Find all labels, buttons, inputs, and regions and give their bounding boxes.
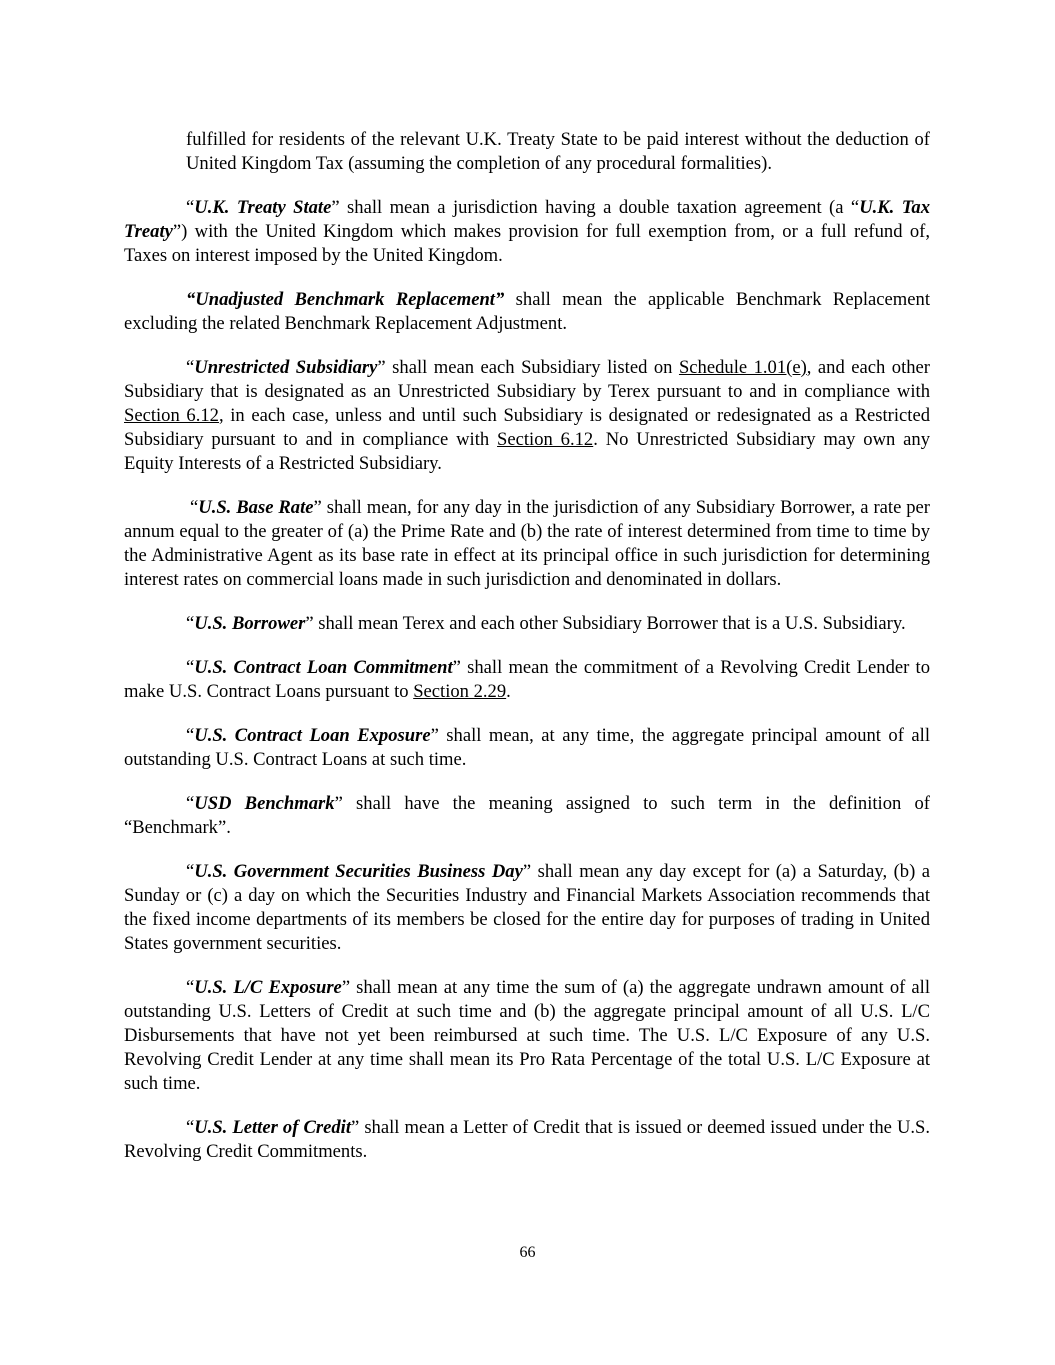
quote-mark: “ [186, 357, 195, 378]
definition-text: . [506, 681, 511, 702]
quote-mark: “ [186, 657, 195, 678]
cross-reference-link[interactable]: Section 2.29 [413, 681, 507, 702]
definition-us-contract-loan-exposure [124, 724, 930, 772]
quote-mark: “ [190, 497, 199, 518]
defined-term: U.S. Contract Loan Exposure [194, 725, 431, 746]
definition-text: ” shall mean the commitment of a Revolving Credit Lender to make U.S. Contract Loans pursuant to [124, 657, 931, 702]
definition-us-lc-exposure [124, 976, 930, 1096]
defined-term: USD Benchmark [194, 793, 335, 814]
definition-text: ” shall mean at any time the sum of (a) the aggregate undrawn amount of all outstanding U.S. Letters of Credit at such time and (b) the aggregate principal amount of all U.S. L/C Disbursements that have not yet been reimbursed at such time. The U.S. L/C Exposure of any U.S. Revolving Credit Lender at any time shall mean its Pro Rata Percentage of the total U.S. L/C Exposure at such time. [124, 977, 930, 1094]
definition-us-letter-of-credit [124, 1116, 930, 1164]
definition-us-borrower [124, 612, 930, 636]
quote-mark: “ [186, 861, 195, 882]
definition-usd-benchmark [124, 792, 930, 840]
document-page [124, 128, 930, 1184]
quote-mark: “ [186, 977, 195, 998]
defined-term: “Unadjusted Benchmark Replacement” [186, 289, 505, 310]
definition-text: . No Unrestricted Subsidiary may own any Equity Interests of a Restricted Subsidiary. [124, 429, 931, 474]
definition-text: shall mean the applicable Benchmark Replacement excluding the related Benchmark Replacement Adjustment. [124, 289, 930, 334]
definition-unadjusted-benchmark-replacement [124, 288, 930, 336]
definition-us-government-securities-business-day [124, 860, 930, 956]
definition-us-contract-loan-commitment [124, 656, 930, 704]
definition-text: ” shall mean each Subsidiary listed on [377, 357, 679, 378]
defined-term: U.K. Treaty State [194, 197, 332, 218]
definition-text: , in each case, unless and until such Subsidiary is designated or redesignated as a Restricted Subsidiary pursuant to and in compliance with [124, 405, 930, 450]
definition-text: ” shall mean, for any day in the jurisdiction of any Subsidiary Borrower, a rate per annum equal to the greater of (a) the Prime Rate and (b) the rate of interest determined from time to time by the Administrative Agent as its base rate in effect at its principal office in such jurisdiction for determining interest rates on commercial loans made in such jurisdiction and denominated in dollars. [124, 497, 930, 590]
quote-mark: “ [186, 725, 195, 746]
definition-text: ” shall mean Terex and each other Subsidiary Borrower that is a U.S. Subsidiary. [305, 613, 906, 634]
cross-reference-link[interactable]: Schedule 1.01(e) [678, 357, 807, 378]
definition-text: ” shall mean any day except for (a) a Saturday, (b) a Sunday or (c) a day on which the Securities Industry and Financial Markets Association recommends that the fixed income departments of its members be closed for the entire day for purposes of trading in United States government securities. [124, 861, 930, 954]
cross-reference-link[interactable]: Section 6.12 [497, 429, 594, 450]
definition-text: ” shall mean a jurisdiction having a double taxation agreement (a “ [331, 197, 860, 218]
defined-term: U.S. Letter of Credit [194, 1117, 351, 1138]
definition-uk-treaty-state [124, 196, 930, 268]
paragraph-text: fulfilled for residents of the relevant U.K. Treaty State to be paid interest without the deduction of United Kingdom Tax (assuming the completion of any procedural formalities). [186, 129, 930, 174]
definition-text: ” shall have the meaning assigned to such term in the definition of “Benchmark”. [124, 793, 930, 838]
defined-term: U.S. Contract Loan Commitment [194, 657, 453, 678]
definition-text: , and each other Subsidiary that is designated as an Unrestricted Subsidiary by Terex pursuant to and in compliance with [124, 357, 931, 402]
definition-text: ” shall mean, at any time, the aggregate principal amount of all outstanding U.S. Contract Loans at such time. [124, 725, 930, 770]
quote-mark: “ [186, 613, 195, 634]
paragraph-continuation [186, 128, 930, 176]
defined-term: U.S. L/C Exposure [194, 977, 342, 998]
defined-term: Unrestricted Subsidiary [194, 357, 378, 378]
definition-text: ”) with the United Kingdom which makes provision for full exemption from, or a full refund of, Taxes on interest imposed by the United Kingdom. [124, 221, 930, 266]
defined-term: U.K. Tax Treaty [124, 197, 930, 242]
definition-unrestricted-subsidiary [124, 356, 930, 476]
definition-text: ” shall mean a Letter of Credit that is issued or deemed issued under the U.S. Revolving Credit Commitments. [124, 1117, 931, 1162]
definition-us-base-rate [124, 496, 930, 592]
defined-term: U.S. Borrower [194, 613, 306, 634]
defined-term: U.S. Government Securities Business Day [194, 861, 523, 882]
quote-mark: “ [186, 793, 195, 814]
defined-term: U.S. Base Rate [198, 497, 314, 518]
page-number: 66 [519, 1244, 536, 1261]
quote-mark: “ [186, 1117, 195, 1138]
cross-reference-link[interactable]: Section 6.12 [124, 405, 219, 426]
quote-mark: “ [186, 197, 195, 218]
